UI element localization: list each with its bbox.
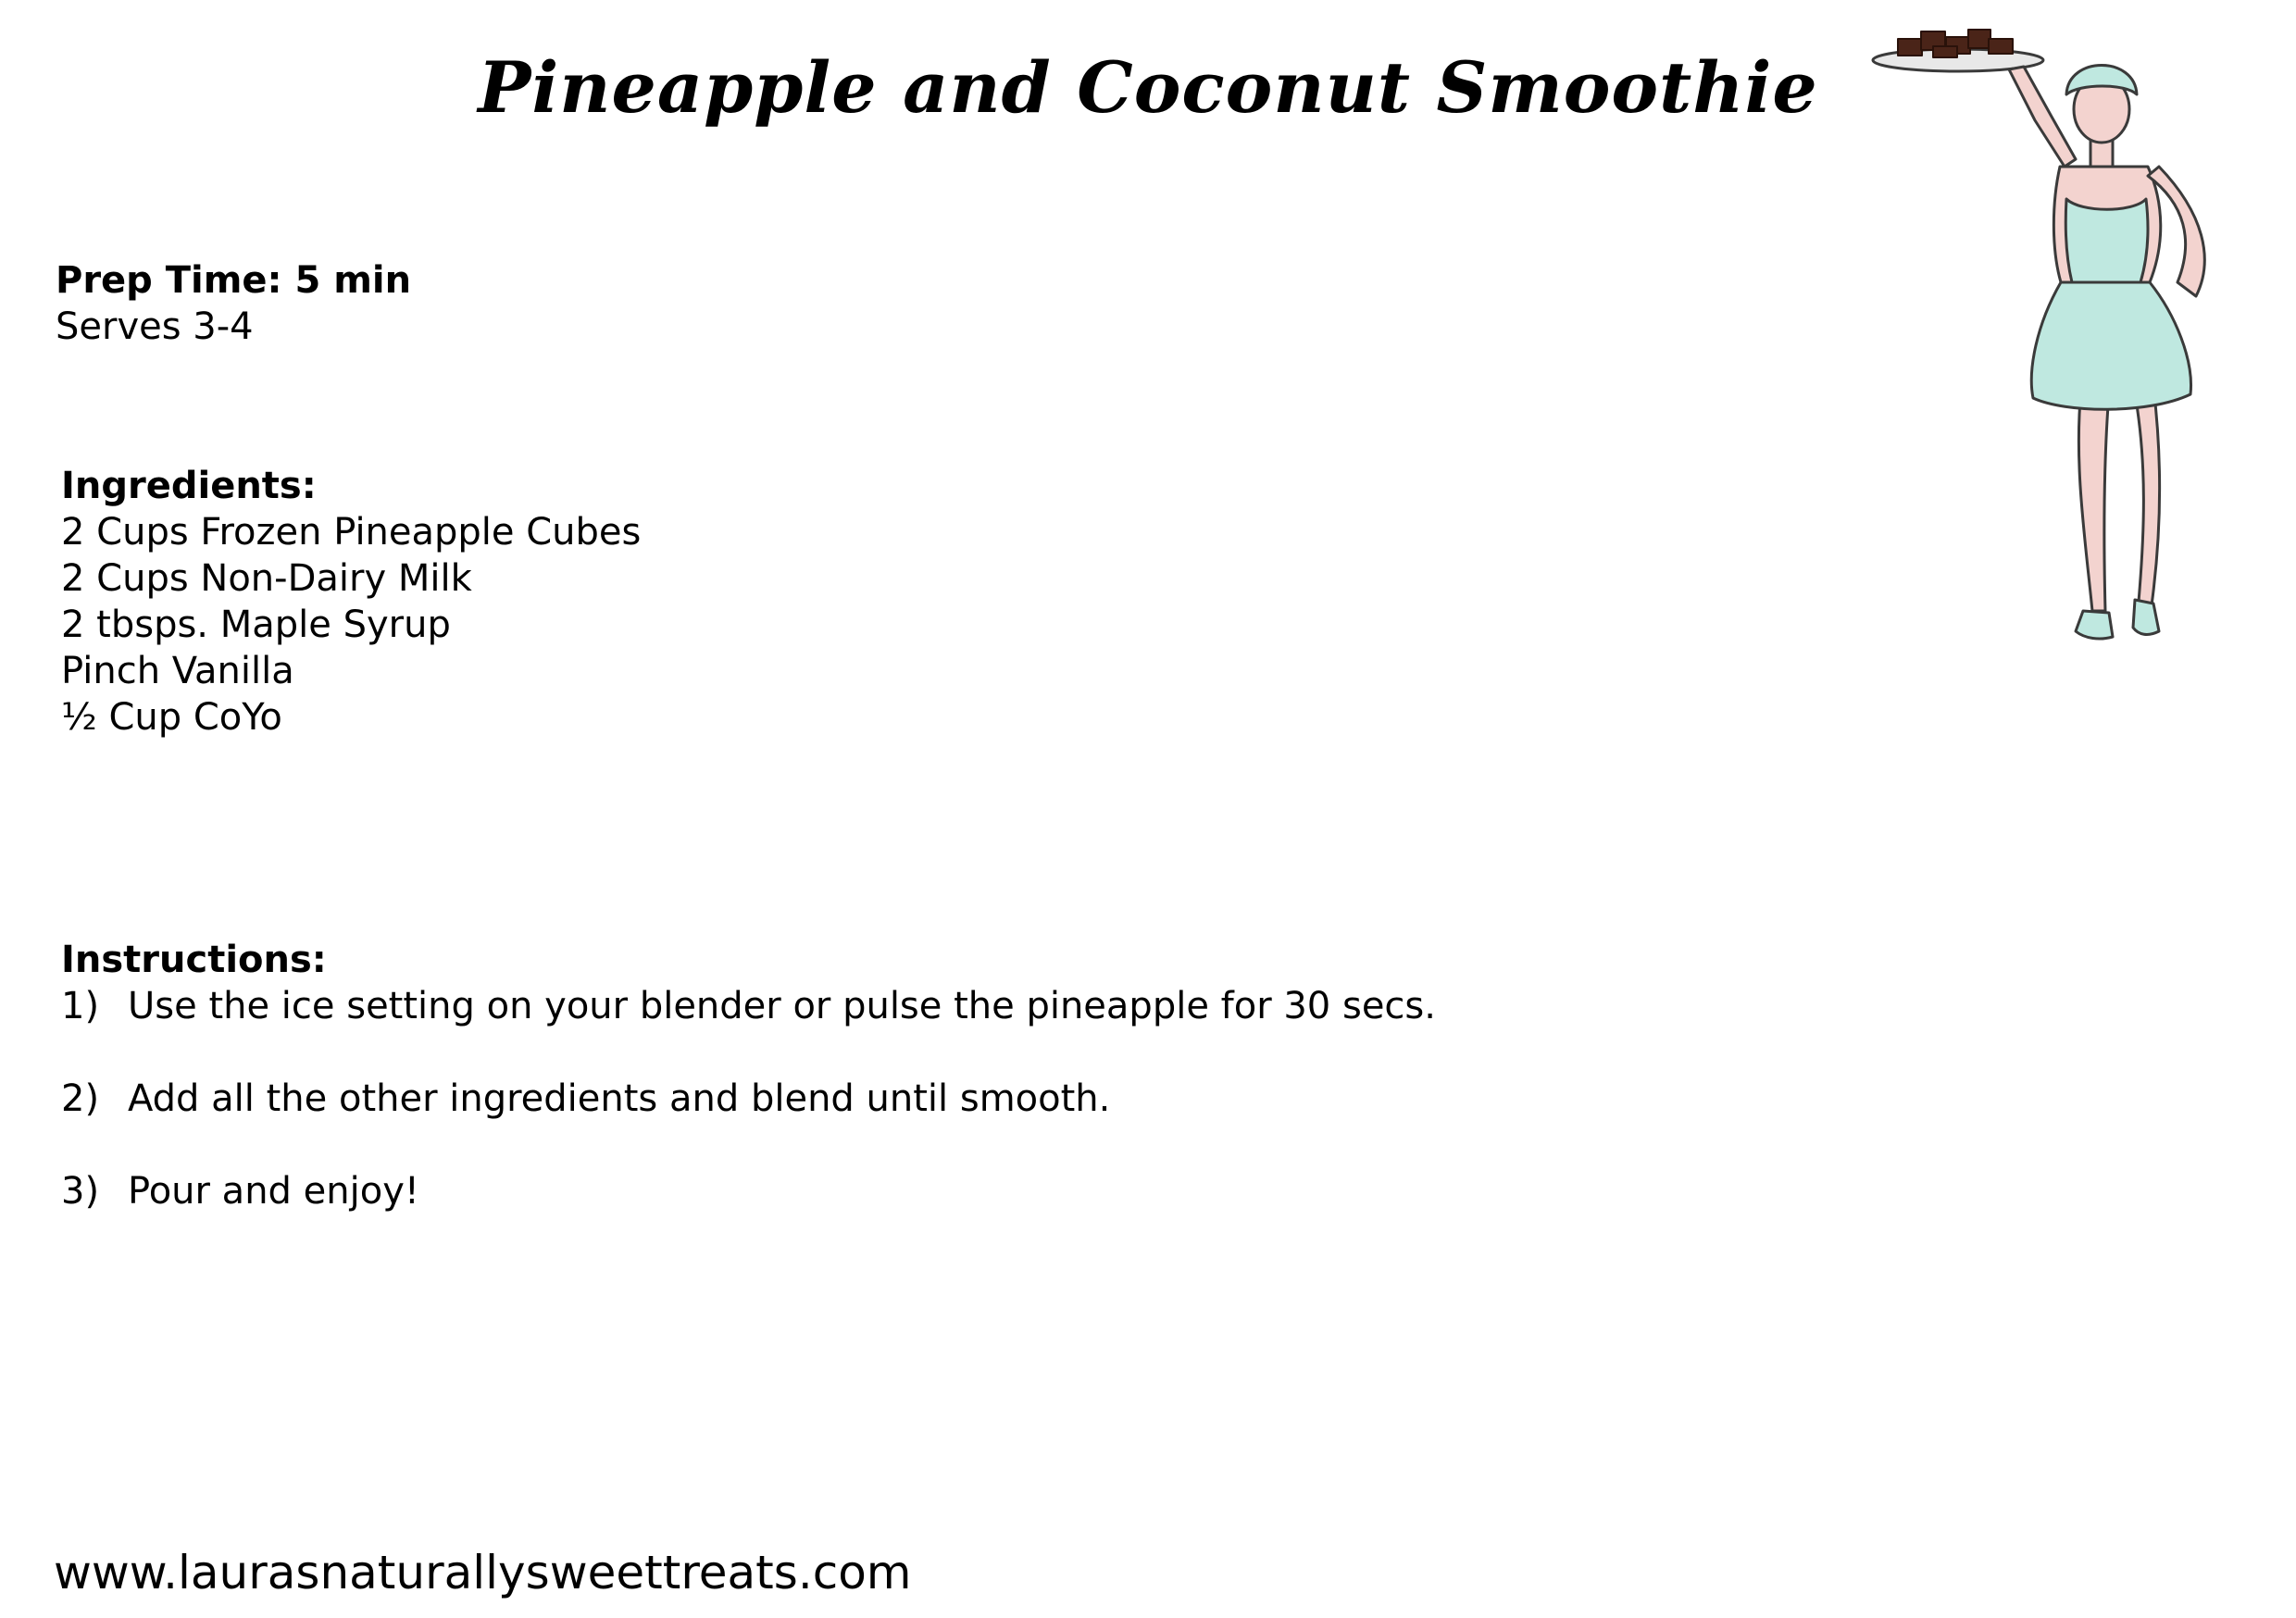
step-number: 1) (61, 985, 100, 1027)
instructions-heading: Instructions: (61, 939, 327, 981)
instruction-step (61, 1168, 1436, 1214)
prep-info (56, 257, 411, 350)
ingredient-item: Pinch Vanilla (61, 650, 294, 692)
prep-time: Prep Time: 5 min (56, 259, 412, 302)
step-text: Pour and enjoy! (128, 1170, 419, 1213)
serves: Serves 3-4 (56, 305, 254, 348)
step-text: Use the ice setting on your blender or pulse the pineapple for 30 secs. (128, 985, 1436, 1027)
waitress-with-tray-illustration (1870, 19, 2259, 703)
ingredients-heading: Ingredients: (61, 465, 317, 507)
recipe-title: Pineapple and Coconut Smoothie (478, 46, 1818, 129)
instructions-section (61, 937, 1436, 1261)
step-text: Add all the other ingredients and blend until smooth. (128, 1077, 1111, 1120)
step-number: 2) (61, 1077, 100, 1120)
ingredients-section (61, 463, 641, 741)
chocolate-pieces (1898, 30, 2013, 57)
website-url: www.laurasnaturallysweettreats.com (54, 1546, 912, 1599)
instruction-step (61, 983, 1436, 1029)
ingredient-item: 2 tbsps. Maple Syrup (61, 604, 451, 646)
step-number: 3) (61, 1170, 100, 1213)
ingredient-item: 2 Cups Non-Dairy Milk (61, 557, 472, 600)
ingredient-item: ½ Cup CoYo (61, 696, 282, 739)
ingredient-item: 2 Cups Frozen Pineapple Cubes (61, 511, 642, 554)
instruction-step (61, 1076, 1436, 1122)
